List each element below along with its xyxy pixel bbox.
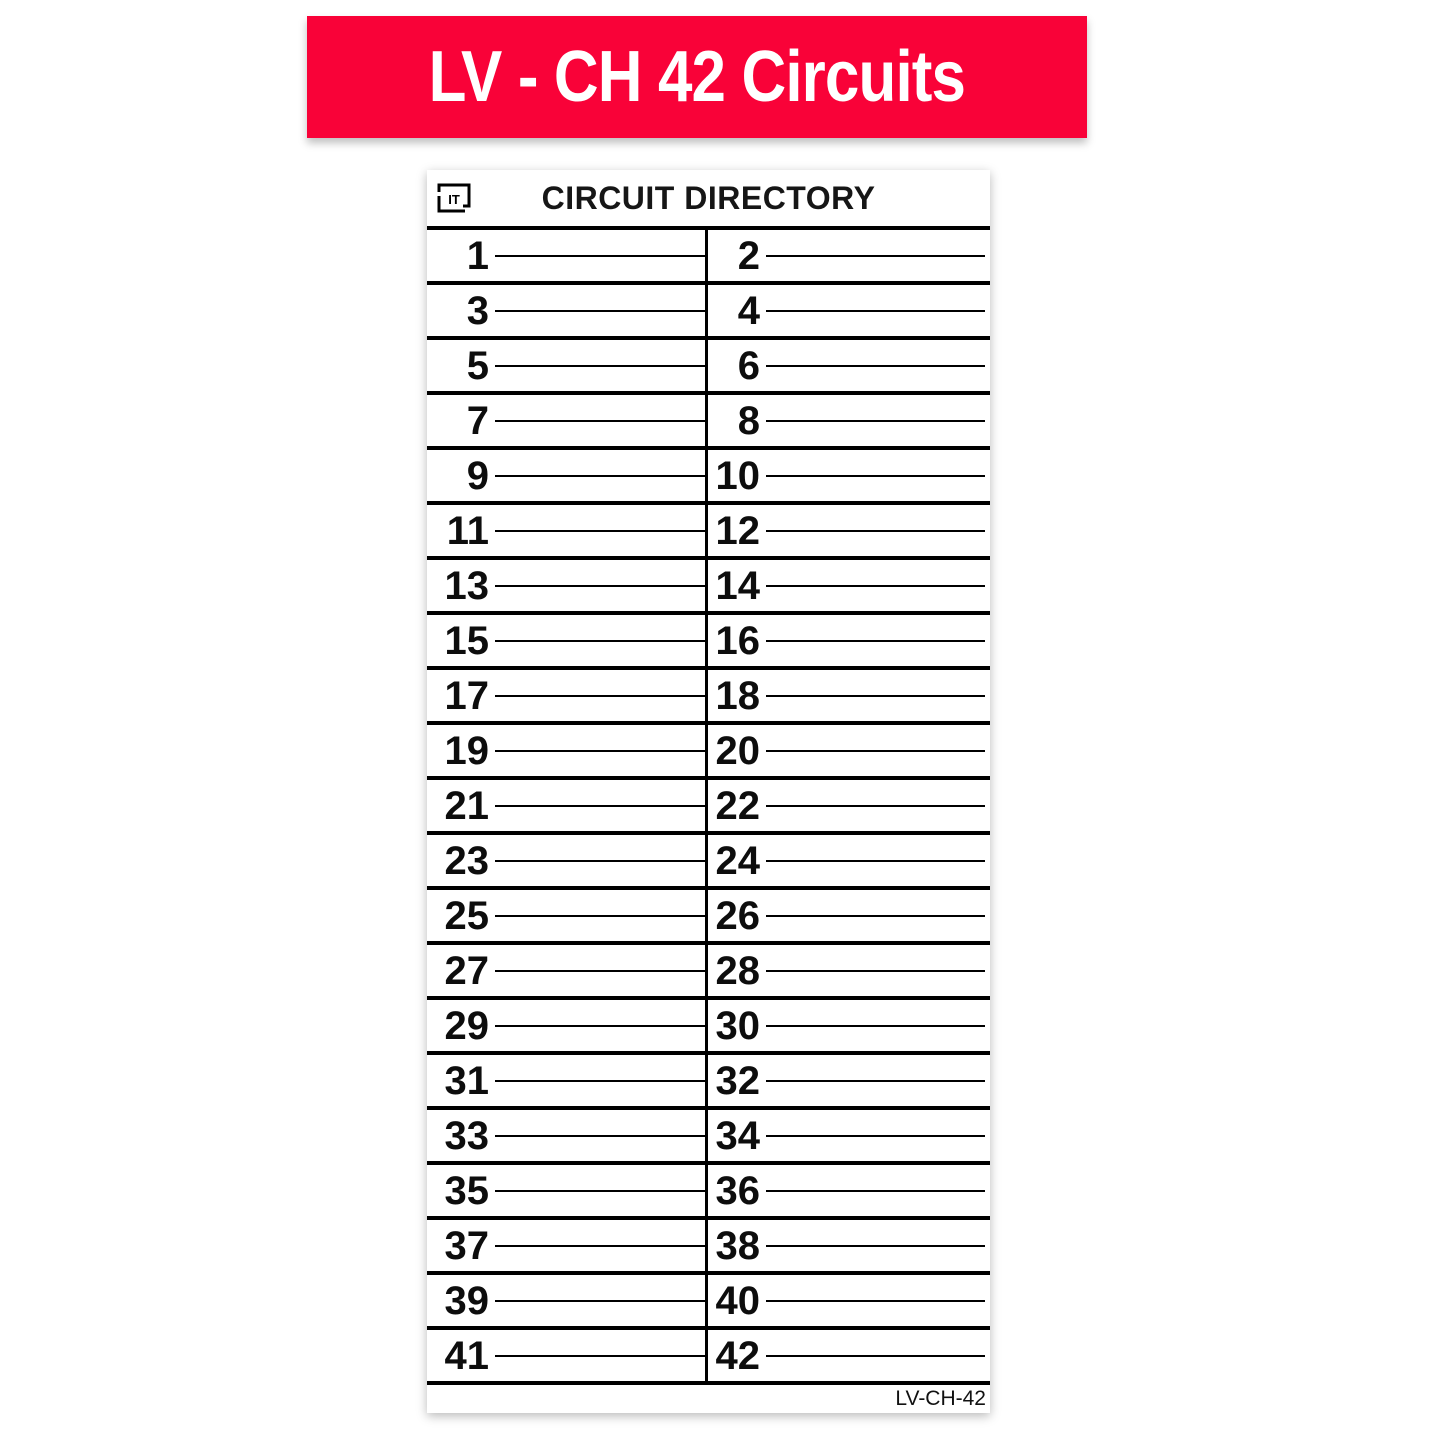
circuit-number: 16 [715,618,760,663]
circuit-cell-right [708,1110,990,1161]
circuit-cell-right [708,505,990,556]
circuit-row [427,1271,990,1326]
write-in-line [766,1300,985,1302]
circuit-cell-left [427,505,708,556]
circuit-row [427,996,990,1051]
circuit-number: 15 [444,618,489,663]
circuit-row [427,611,990,666]
circuit-cell-right [708,780,990,831]
circuit-number: 34 [715,1113,760,1158]
write-in-line [766,475,985,477]
circuit-number: 41 [444,1333,489,1378]
circuit-number: 35 [444,1168,489,1213]
write-in-line [495,255,705,257]
circuit-row [427,1216,990,1271]
circuit-row [427,776,990,831]
circuit-number: 13 [444,563,489,608]
circuit-row [427,1326,990,1381]
circuit-cell-right [708,890,990,941]
circuit-row [427,1051,990,1106]
circuit-row [427,336,990,391]
write-in-line [495,860,705,862]
write-in-line [766,750,985,752]
circuit-number: 2 [737,233,760,278]
circuit-cell-right [708,670,990,721]
write-in-line [495,695,705,697]
circuit-row [427,886,990,941]
circuit-cell-left [427,670,708,721]
write-in-line [766,695,985,697]
circuit-number: 8 [737,398,760,443]
write-in-line [495,640,705,642]
card-footer [427,1381,990,1413]
write-in-line [766,970,985,972]
circuit-row [427,281,990,336]
circuit-cell-left [427,560,708,611]
write-in-line [766,585,985,587]
write-in-line [495,1190,705,1192]
circuit-row [427,446,990,501]
banner [307,16,1087,138]
circuit-cell-right [708,1275,990,1326]
circuit-number: 39 [444,1278,489,1323]
circuit-number: 27 [444,948,489,993]
circuit-cell-left [427,615,708,666]
write-in-line [495,805,705,807]
circuit-number: 23 [444,838,489,883]
circuit-number: 30 [715,1003,760,1048]
write-in-line [766,915,985,917]
write-in-line [495,1080,705,1082]
circuit-number: 11 [446,508,489,553]
write-in-line [495,1245,705,1247]
circuit-number: 19 [444,728,489,773]
write-in-line [766,310,985,312]
write-in-line [766,530,985,532]
write-in-line [495,420,705,422]
circuit-cell-right [708,615,990,666]
circuit-cell-right [708,945,990,996]
write-in-line [766,255,985,257]
write-in-line [495,530,705,532]
write-in-line [495,365,705,367]
write-in-line [766,1355,985,1357]
circuit-number: 29 [444,1003,489,1048]
write-in-line [495,915,705,917]
circuit-number: 38 [715,1223,760,1268]
circuit-number: 7 [466,398,489,443]
write-in-line [766,1190,985,1192]
circuit-row [427,721,990,776]
circuit-cell-left [427,835,708,886]
circuit-number: 37 [444,1223,489,1268]
circuit-number: 9 [466,453,489,498]
circuit-number: 5 [466,343,489,388]
circuit-row [427,391,990,446]
circuit-row [427,831,990,886]
card-header [427,170,990,226]
circuit-cell-right [708,560,990,611]
circuit-cell-left [427,395,708,446]
circuit-cell-left [427,1110,708,1161]
write-in-line [495,750,705,752]
circuit-cell-left [427,1330,708,1381]
banner-title: LV - CH 42 Circuits [428,37,966,117]
circuit-number: 28 [715,948,760,993]
write-in-line [766,1245,985,1247]
circuit-number: 24 [715,838,760,883]
circuit-cell-right [708,1220,990,1271]
circuit-number: 4 [737,288,760,333]
circuit-cell-right [708,1165,990,1216]
write-in-line [495,1300,705,1302]
circuit-number: 20 [715,728,760,773]
circuit-cell-right [708,1000,990,1051]
circuit-cell-left [427,1000,708,1051]
circuit-number: 3 [466,288,489,333]
circuit-cell-left [427,230,708,281]
circuit-row [427,666,990,721]
circuit-cell-right [708,340,990,391]
circuit-cell-left [427,1165,708,1216]
circuit-cell-left [427,725,708,776]
write-in-line [495,1135,705,1137]
circuit-cell-left [427,450,708,501]
circuit-rows [427,226,990,1381]
circuit-cell-right [708,725,990,776]
circuit-number: 6 [737,343,760,388]
circuit-cell-right [708,450,990,501]
circuit-cell-right [708,230,990,281]
circuit-number: 22 [715,783,760,828]
circuit-cell-right [708,1330,990,1381]
circuit-row [427,556,990,611]
circuit-cell-left [427,780,708,831]
circuit-number: 26 [715,893,760,938]
circuit-cell-left [427,340,708,391]
write-in-line [766,1135,985,1137]
circuit-number: 33 [444,1113,489,1158]
circuit-cell-right [708,285,990,336]
circuit-number: 18 [715,673,760,718]
write-in-line [766,640,985,642]
write-in-line [495,1355,705,1357]
circuit-row [427,941,990,996]
circuit-row [427,226,990,281]
circuit-number: 17 [444,673,489,718]
write-in-line [495,310,705,312]
circuit-cell-right [708,395,990,446]
write-in-line [495,970,705,972]
circuit-number: 12 [715,508,760,553]
circuit-cell-left [427,1275,708,1326]
circuit-number: 21 [444,783,489,828]
write-in-line [766,1025,985,1027]
circuit-cell-left [427,890,708,941]
circuit-number: 32 [715,1058,760,1103]
write-in-line [495,585,705,587]
write-in-line [766,365,985,367]
circuit-number: 25 [444,893,489,938]
part-number: LV-CH-42 [895,1387,986,1410]
svg-text:IT: IT [448,192,460,207]
circuit-cell-left [427,285,708,336]
circuit-cell-right [708,1055,990,1106]
circuit-directory-card [427,170,990,1413]
circuit-number: 1 [466,233,489,278]
circuit-number: 14 [715,563,760,608]
write-in-line [766,1080,985,1082]
circuit-number: 31 [444,1058,489,1103]
write-in-line [766,860,985,862]
circuit-cell-left [427,945,708,996]
circuit-number: 40 [715,1278,760,1323]
circuit-cell-left [427,1055,708,1106]
circuit-number: 10 [715,453,760,498]
circuit-cell-left [427,1220,708,1271]
circuit-number: 36 [715,1168,760,1213]
brand-logo-icon [437,183,471,213]
circuit-row [427,1106,990,1161]
circuit-row [427,1161,990,1216]
card-title: CIRCUIT DIRECTORY [541,179,876,216]
circuit-number: 42 [715,1333,760,1378]
circuit-row [427,501,990,556]
write-in-line [766,805,985,807]
write-in-line [766,420,985,422]
write-in-line [495,1025,705,1027]
write-in-line [495,475,705,477]
circuit-cell-right [708,835,990,886]
